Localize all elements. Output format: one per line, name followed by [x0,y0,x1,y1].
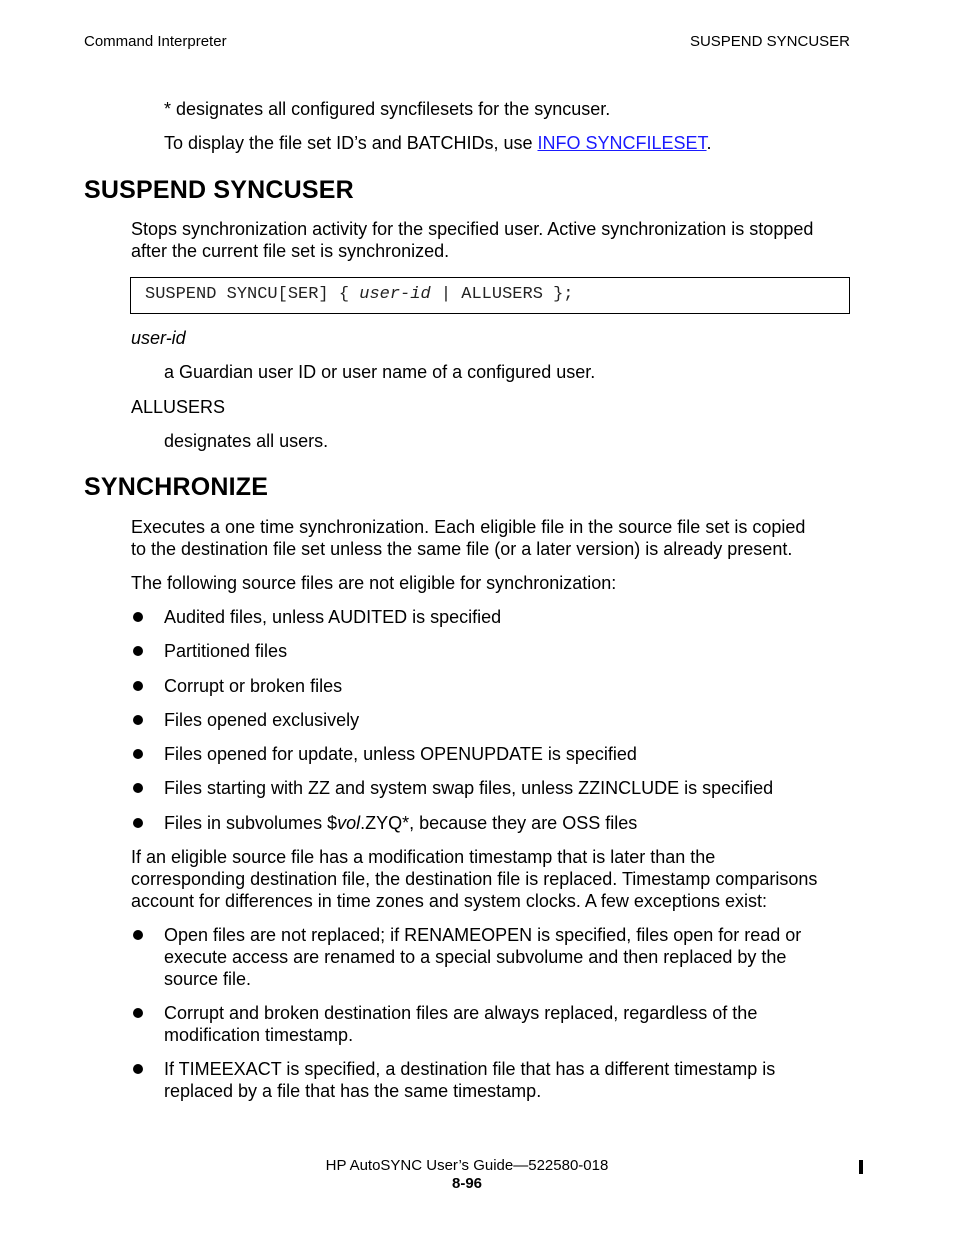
exception-item-line: modification timestamp. [164,1025,354,1045]
heading-suspend-syncuser: SUSPEND SYNCUSER [84,176,354,204]
heading-synchronize: SYNCHRONIZE [84,473,269,501]
ineligible-intro: The following source files are not eligible for synchronization: [131,573,617,593]
running-header-left: Command Interpreter [84,33,227,50]
change-bar [859,1160,863,1174]
bullet-icon [133,783,143,793]
list-item: Files starting with ZZ and system swap files, unless ZZINCLUDE is specified [164,778,774,798]
intro-line-2-suffix: . [706,133,712,153]
running-header-right: SUSPEND SYNCUSER [689,33,850,50]
param-user-id-desc: a Guardian user ID or user name of a configured user. [164,362,596,382]
sync-desc-line-2: to the destination file set unless the same file (or a later version) is already present. [131,539,793,559]
exception-item-line: If TIMEEXACT is specified, a destination file that has a different timestamp is [164,1059,776,1079]
bullet-icon [133,1008,143,1018]
syntax-suffix: | ALLUSERS }; [430,285,574,304]
page-number: 8-96 [451,1175,483,1192]
bullet-icon [133,1064,143,1074]
list-item: Corrupt or broken files [164,676,343,696]
sync-desc-line-1: Executes a one time synchronization. Each eligible file in the source file set is copied [131,517,806,537]
exception-item-line: replaced by a file that has the same timestamp. [164,1081,542,1101]
exception-item-line: execute access are renamed to a special subvolume and then replaced by the [164,947,787,967]
intro-line-1: * designates all configured syncfilesets for the syncuser. [164,99,611,119]
bullet-icon [133,749,143,759]
syntax-param: user-id [359,285,431,304]
syntax-prefix: SUSPEND SYNCU[SER] { [145,285,360,304]
bullet-icon [133,818,143,828]
timestamp-para-line-1: If an eligible source file has a modification timestamp that is later than the [131,847,716,867]
exception-item-line: Open files are not replaced; if RENAMEOPEN is specified, files open for read or [164,925,802,945]
timestamp-para-line-2: corresponding destination file, the destination file is replaced. Timestamp comparisons [131,869,818,889]
oss-item-prefix: Files in subvolumes $ [164,813,338,833]
syntax-code [145,285,574,304]
bullet-icon [133,681,143,691]
list-item: Audited files, unless AUDITED is specified [164,607,502,627]
oss-item-italic: vol [337,813,361,833]
bullet-icon [133,930,143,940]
timestamp-para-line-3: account for differences in time zones and system clocks. A few exceptions exist: [131,891,767,911]
list-item: Files opened for update, unless OPENUPDATE is specified [164,744,637,764]
bullet-icon [133,715,143,725]
bullet-icon [133,646,143,656]
intro-line-2 [164,132,712,154]
exception-item-line: source file. [164,969,252,989]
oss-item-suffix: .ZYQ*, because they are OSS files [360,813,638,833]
footer-title: HP AutoSYNC User’s Guide—522580-018 [325,1157,609,1174]
list-item [164,812,637,834]
syntax-box [130,277,850,314]
info-syncfileset-link[interactable]: INFO SYNCFILESET [537,133,707,153]
list-item: Files opened exclusively [164,710,360,730]
exception-item-line: Corrupt and broken destination files are always replaced, regardless of the [164,1003,758,1023]
param-allusers-name: ALLUSERS [131,397,226,417]
bullet-icon [133,612,143,622]
intro-line-2-prefix: To display the file set ID’s and BATCHIDs, use [164,133,538,153]
suspend-desc-line-1: Stops synchronization activity for the specified user. Active synchronization is stopped [131,219,814,239]
list-item: Partitioned files [164,641,288,661]
suspend-desc-line-2: after the current file set is synchronized. [131,241,450,261]
param-allusers-desc: designates all users. [164,431,329,451]
param-user-id-name: user-id [131,328,186,348]
